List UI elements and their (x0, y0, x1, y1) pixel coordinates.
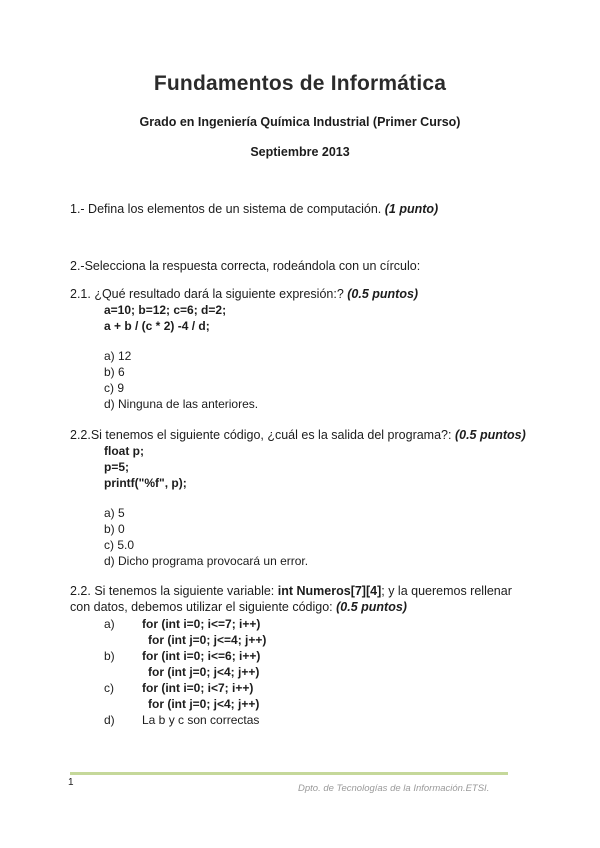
code-line: a + b / (c * 2) -4 / d; (104, 319, 210, 333)
question-2-3-points: (0.5 puntos) (336, 600, 407, 614)
question-2-3-line-2 (70, 600, 407, 614)
question-2-3-text-tail: ; y la queremos rellenar (381, 584, 512, 598)
question-2-3-text: 2.2. Si tenemos la siguiente variable: (70, 584, 278, 598)
page-number: 1 (68, 777, 74, 788)
code-line: float p; (104, 444, 144, 458)
question-2-2-points: (0.5 puntos) (454, 428, 526, 442)
question-2-1-points: (0.5 puntos) (347, 287, 419, 301)
answer-option: a) 12 (104, 349, 132, 363)
option-letter: a) (104, 617, 115, 631)
code-line: printf("%f", p); (104, 476, 187, 490)
answer-option: a) 5 (104, 506, 125, 520)
answer-option: c) 9 (104, 381, 125, 395)
page-subtitle: Grado en Ingeniería Química Industrial (Primer Curso) (139, 115, 461, 129)
code-line: for (int j=0; j<4; j++) (148, 697, 260, 711)
code-line: for (int i=0; i<=7; i++) (142, 617, 261, 631)
code-line: p=5; (104, 460, 130, 474)
footer-divider (70, 772, 508, 775)
code-line: for (int j=0; j<=4; j++) (148, 633, 267, 647)
option-letter: b) (104, 649, 115, 663)
page-title: Fundamentos de Informática (153, 72, 447, 95)
answer-option: b) 0 (104, 522, 125, 536)
question-1 (70, 202, 438, 216)
answer-option: b) 6 (104, 365, 125, 379)
exam-date: Septiembre 2013 (250, 145, 350, 159)
question-2-2-text: 2.2.Si tenemos el siguiente código, ¿cuál es la salida del programa?: (70, 428, 455, 442)
answer-option: c) 5.0 (104, 538, 135, 552)
question-2-intro: 2.-Selecciona la respuesta correcta, rodeándola con un círculo: (70, 259, 421, 273)
option-letter: d) (104, 713, 115, 727)
code-line: for (int j=0; j<4; j++) (148, 665, 260, 679)
option-text: La b y c son correctas (142, 713, 260, 727)
question-2-1-text: 2.1. ¿Qué resultado dará la siguiente expresión:? (70, 287, 348, 301)
variable-declaration: int Numeros[7][4] (277, 584, 382, 598)
question-2-1 (70, 287, 418, 301)
question-2-2 (70, 428, 526, 442)
question-2-3-text-2: con datos, debemos utilizar el siguiente código: (70, 600, 337, 614)
question-1-text: 1.- Defina los elementos de un sistema de computación. (70, 202, 385, 216)
code-line: for (int i=0; i<7; i++) (142, 681, 254, 695)
code-line: for (int i=0; i<=6; i++) (142, 649, 261, 663)
code-line: a=10; b=12; c=6; d=2; (104, 303, 227, 317)
question-2-3-line-1 (70, 584, 512, 598)
answer-option: d) Ninguna de las anteriores. (104, 397, 259, 411)
question-1-points: (1 punto) (384, 202, 439, 216)
option-letter: c) (104, 681, 114, 695)
footer-department: Dpto. de Tecnologías de la Información.ETSI. (298, 783, 490, 794)
answer-option: d) Dicho programa provocará un error. (104, 554, 309, 568)
